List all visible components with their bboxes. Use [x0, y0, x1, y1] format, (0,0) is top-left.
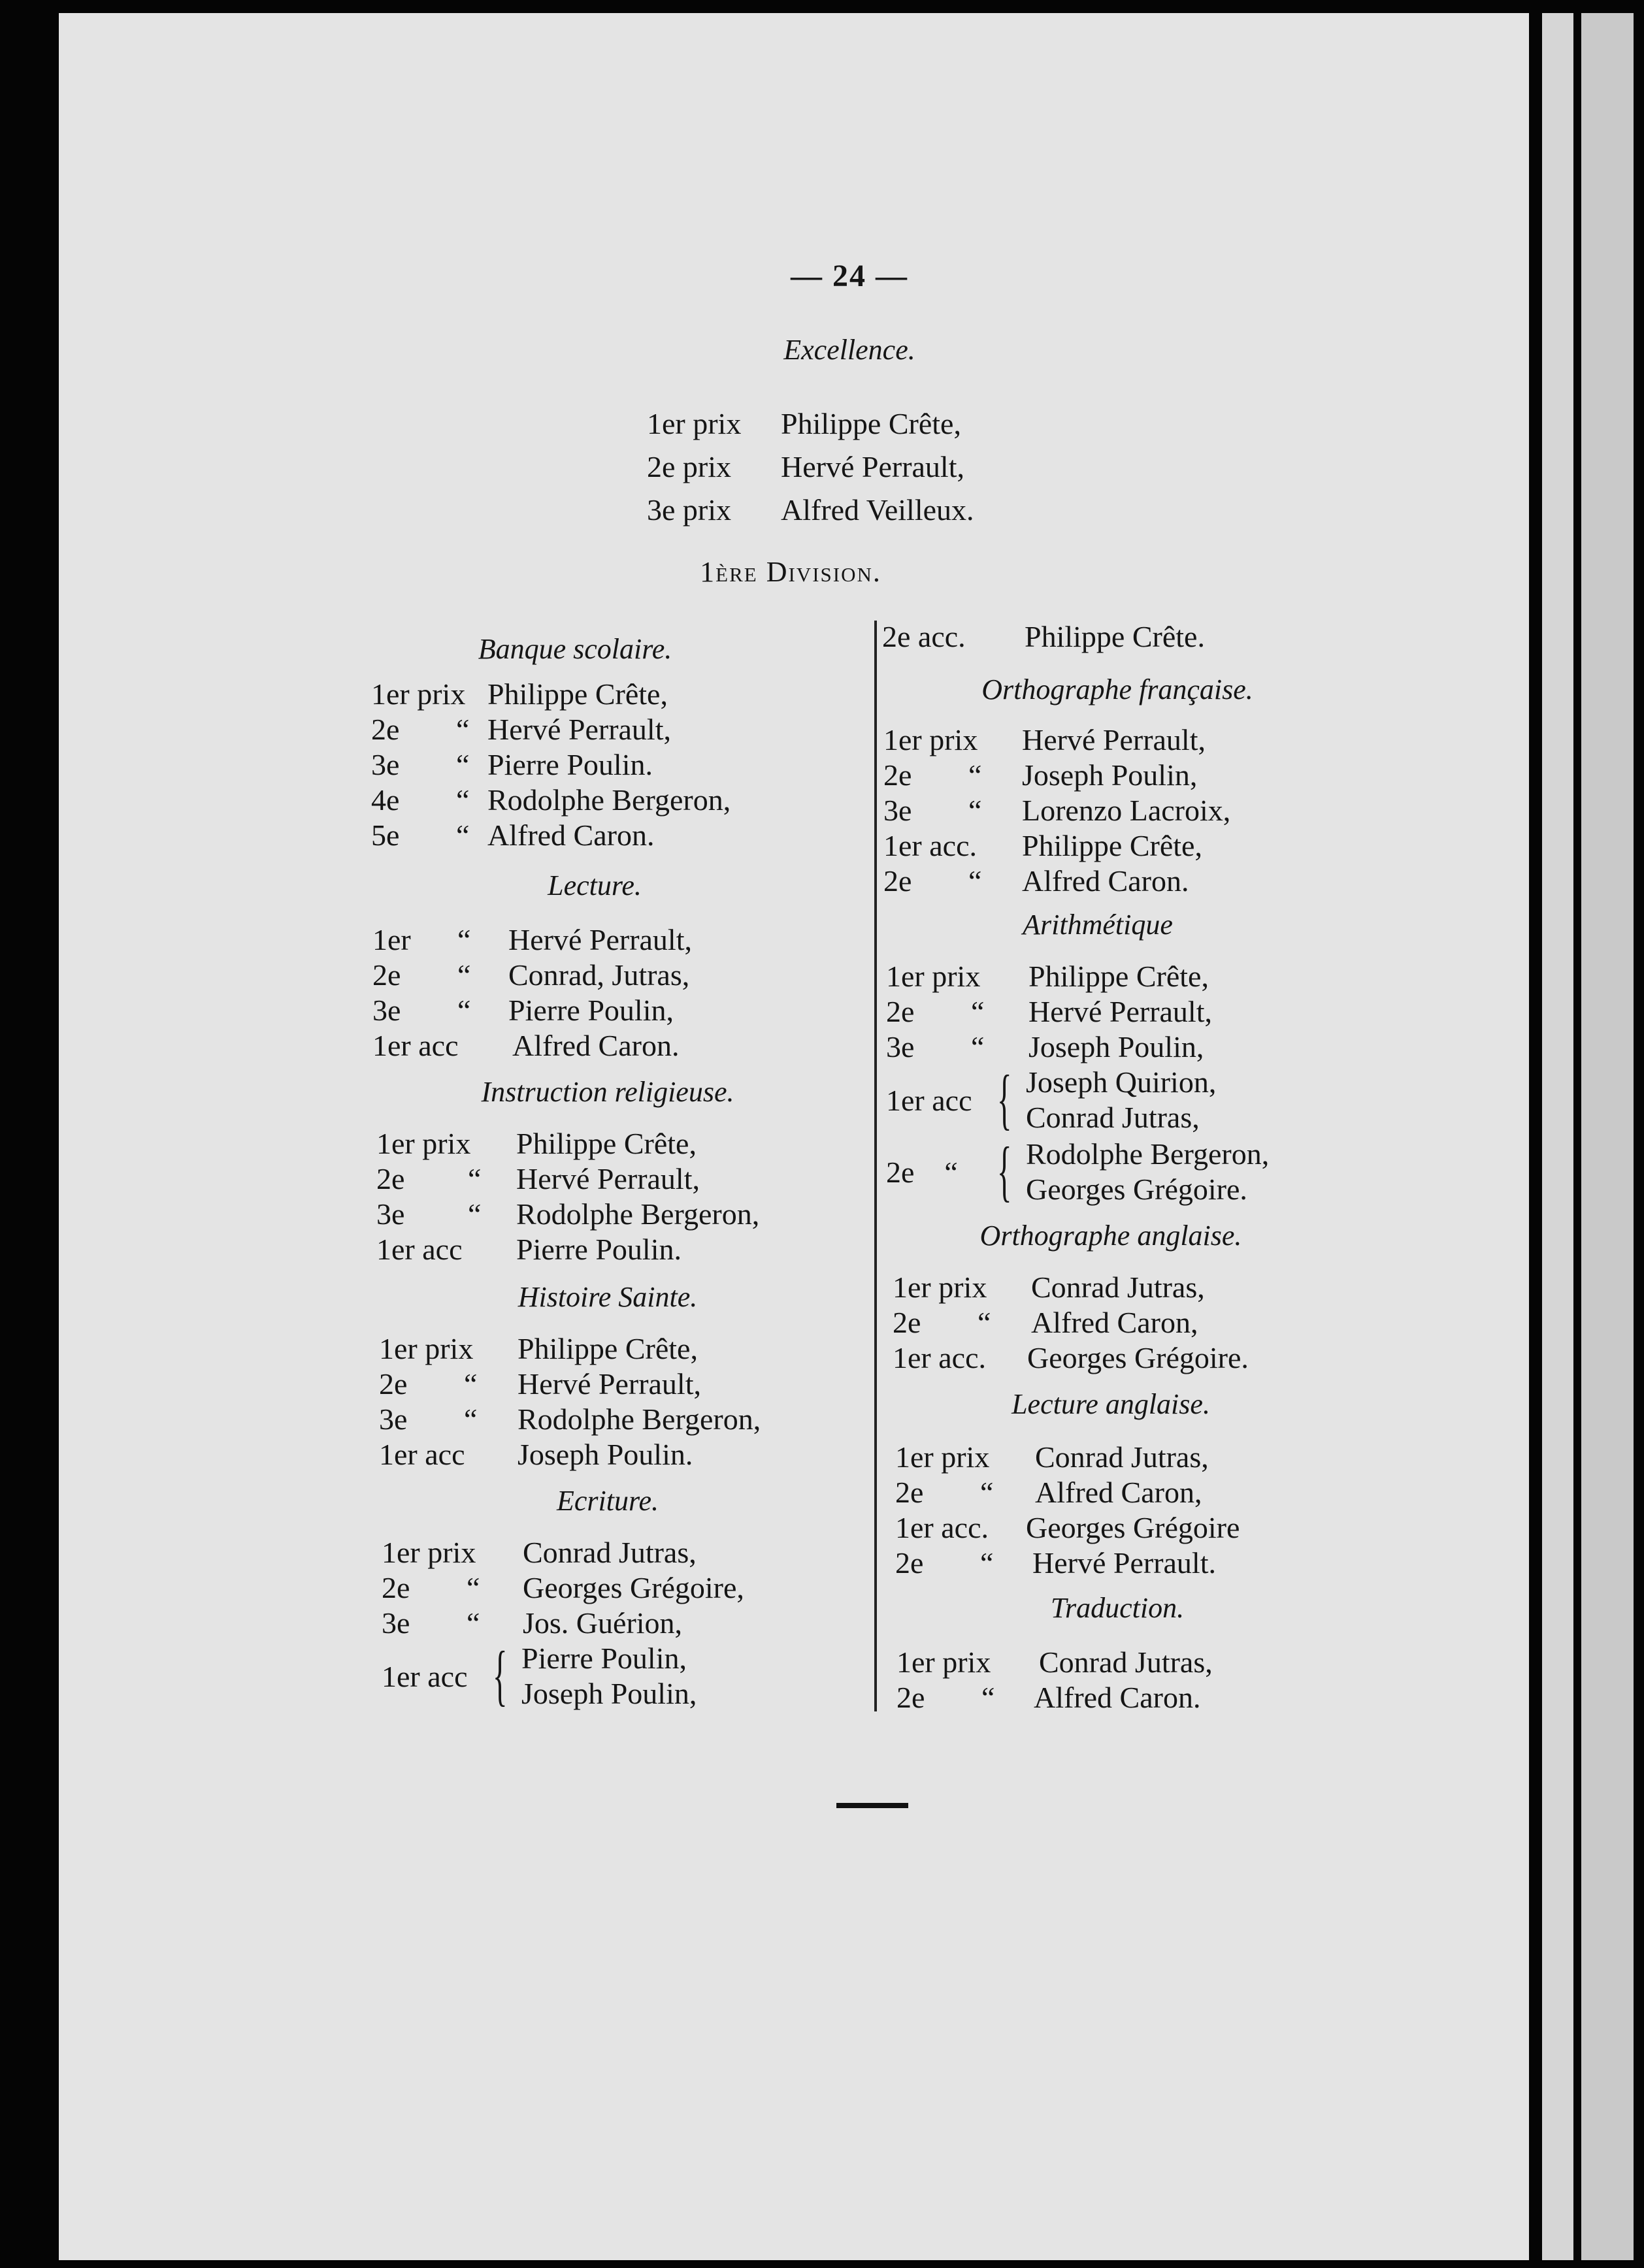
ditto-mark: “	[457, 923, 471, 956]
ditto-mark: “	[971, 995, 985, 1028]
instruction-heading: Instruction religieuse.	[481, 1076, 734, 1108]
ditto-mark: “	[978, 1306, 991, 1339]
winner-name: Hervé Perrault,	[508, 923, 692, 956]
winner-name: Conrad Jutras,	[523, 1536, 697, 1569]
winner-name: Pierre Poulin.	[516, 1233, 682, 1266]
rank: 1er prix	[893, 1271, 987, 1304]
winner-name: Jos. Guérion,	[523, 1606, 683, 1640]
winner-name: Lorenzo Lacroix,	[1022, 794, 1231, 827]
page-edge	[1542, 13, 1573, 2260]
winner-name: Rodolphe Bergeron,	[516, 1197, 760, 1231]
rank: 5e	[371, 818, 400, 852]
rank: 2e acc.	[882, 620, 966, 653]
traduction-heading: Traduction.	[1050, 1592, 1185, 1624]
rank: 2e prix	[647, 450, 732, 483]
winner-name: Joseph Poulin,	[1028, 1030, 1204, 1063]
rank: 2e	[379, 1367, 408, 1401]
winner-name: Philippe Crête,	[518, 1332, 698, 1365]
winner-name: Alfred Caron.	[1022, 864, 1189, 898]
winner-name: Georges Grégoire.	[1027, 1341, 1249, 1374]
column-divider	[874, 621, 877, 1711]
arithmetique-heading: Arithmétique	[1023, 909, 1173, 941]
rank: 3e	[382, 1606, 410, 1640]
ditto-mark: “	[968, 758, 982, 792]
rank: 4e	[371, 783, 400, 817]
brace: {	[997, 1133, 1012, 1208]
winner-name: Pierre Poulin,	[521, 1642, 687, 1675]
winner-name: Alfred Caron.	[487, 818, 655, 852]
rank: 3e	[379, 1402, 408, 1436]
winner-name: Alfred Caron,	[1035, 1476, 1202, 1509]
ditto-mark: “	[457, 958, 471, 992]
winner-name: Philippe Crête,	[781, 407, 961, 440]
ditto-mark: “	[980, 1546, 994, 1580]
ortho-anglaise-heading: Orthographe anglaise.	[979, 1220, 1242, 1252]
winner-name: Pierre Poulin.	[487, 748, 653, 781]
winner-name: Georges Grégoire,	[523, 1571, 744, 1604]
rank: 1er prix	[883, 723, 978, 756]
ditto-mark: “	[456, 748, 470, 781]
rank: 3e	[372, 994, 401, 1027]
banque-heading: Banque scolaire.	[478, 633, 672, 665]
rank: 3e prix	[647, 493, 732, 526]
rank: 3e	[883, 794, 912, 827]
rank: 2e	[372, 958, 401, 992]
rank: 2e	[382, 1571, 410, 1604]
winner-name: Alfred Veilleux.	[781, 493, 974, 526]
rank: 1er acc	[382, 1660, 468, 1693]
rank: 2e	[883, 864, 912, 898]
ditto-mark: “	[457, 994, 471, 1027]
ditto-mark: “	[981, 1681, 995, 1714]
rank: 2e	[886, 995, 915, 1028]
rank: 1er prix	[647, 407, 742, 440]
winner-name: Hervé Perrault.	[1032, 1546, 1216, 1580]
ditto-mark: “	[968, 794, 982, 827]
rank: 1er prix	[382, 1536, 476, 1569]
ecriture-heading: Ecriture.	[557, 1485, 659, 1517]
rank: 1er acc.	[893, 1341, 986, 1374]
winner-name: Joseph Poulin,	[521, 1677, 697, 1710]
rank: 1er acc	[376, 1233, 463, 1266]
ditto-mark: “	[464, 1367, 478, 1401]
winner-name: Hervé Perrault,	[518, 1367, 701, 1401]
rank: 2e	[895, 1546, 924, 1580]
winner-name: Hervé Perrault,	[516, 1162, 700, 1195]
orthographe-heading: Orthographe française.	[981, 673, 1253, 705]
division-label: Division.	[766, 556, 881, 588]
histoire-heading: Histoire Sainte.	[518, 1281, 698, 1313]
adjacent-page-edge	[1581, 13, 1634, 2260]
ditto-mark: “	[980, 1476, 994, 1509]
brace: {	[493, 1638, 508, 1713]
ditto-mark: “	[456, 818, 470, 852]
winner-name: Pierre Poulin,	[508, 994, 674, 1027]
rank: 2e	[883, 758, 912, 792]
rank: 2e	[371, 713, 400, 746]
ditto-mark: “	[456, 713, 470, 746]
lecture-heading: Lecture.	[548, 869, 642, 901]
rank: 3e	[886, 1030, 915, 1063]
rank: 1er acc	[886, 1084, 972, 1117]
winner-name: Joseph Poulin,	[1022, 758, 1198, 792]
winner-name: Hervé Perrault,	[781, 450, 964, 483]
winner-name: Philippe Crête,	[516, 1127, 697, 1160]
winner-name: Philippe Crête,	[1028, 960, 1209, 993]
winner-name: Conrad Jutras,	[1039, 1645, 1213, 1679]
lecture-anglaise-heading: Lecture anglaise.	[1011, 1388, 1210, 1420]
division-number: 1ère	[700, 556, 758, 588]
ditto-mark: “	[467, 1606, 480, 1640]
winner-name: Philippe Crête,	[487, 677, 668, 711]
winner-name: Rodolphe Bergeron,	[518, 1402, 761, 1436]
ditto-mark: “	[968, 864, 982, 898]
rank: 1er acc	[379, 1438, 465, 1471]
winner-name: Hervé Perrault,	[1028, 995, 1212, 1028]
rank: 3e	[371, 748, 400, 781]
ditto-mark: “	[464, 1402, 478, 1436]
winner-name: Hervé Perrault,	[487, 713, 671, 746]
winner-name: Conrad, Jutras,	[508, 958, 690, 992]
bottom-rule	[836, 1803, 908, 1808]
rank: 1er acc.	[883, 829, 977, 862]
rank: 1er prix	[376, 1127, 471, 1160]
rank: 2e	[896, 1681, 925, 1714]
winner-name: Philippe Crête.	[1025, 620, 1205, 653]
rank: 1er prix	[371, 677, 466, 711]
winner-name: Joseph Poulin.	[518, 1438, 693, 1471]
ditto-mark: “	[468, 1162, 482, 1195]
rank: 1er prix	[895, 1440, 990, 1474]
rank: 2e “	[886, 1156, 958, 1189]
rank: 1er	[372, 923, 411, 956]
rank: 2e	[376, 1162, 405, 1195]
rank: 1er acc.	[895, 1511, 989, 1544]
winner-name: Rodolphe Bergeron,	[1026, 1137, 1270, 1171]
winner-name: Conrad Jutras,	[1035, 1440, 1209, 1474]
rank: 1er prix	[896, 1645, 991, 1679]
winner-name: Joseph Quirion,	[1026, 1065, 1217, 1099]
rank: 1er prix	[886, 960, 981, 993]
rank: 2e	[895, 1476, 924, 1509]
rank: 1er acc	[372, 1029, 459, 1062]
winner-name: Georges Grégoire.	[1026, 1173, 1247, 1206]
division-heading	[680, 555, 902, 589]
winner-name: Hervé Perrault,	[1022, 723, 1206, 756]
winner-name: Alfred Caron.	[1034, 1681, 1201, 1714]
ditto-mark: “	[468, 1197, 482, 1231]
rank: 1er prix	[379, 1332, 474, 1365]
brace: {	[997, 1061, 1012, 1137]
excellence-heading: Excellence.	[783, 334, 915, 366]
page-number: — 24 —	[791, 259, 908, 293]
winner-name: Alfred Caron.	[512, 1029, 680, 1062]
rank: 3e	[376, 1197, 405, 1231]
ditto-mark: “	[456, 783, 470, 817]
winner-name: Conrad Jutras,	[1031, 1271, 1205, 1304]
ditto-mark: “	[467, 1571, 480, 1604]
winner-name: Philippe Crête,	[1022, 829, 1202, 862]
winner-name: Alfred Caron,	[1031, 1306, 1198, 1339]
rank: 2e	[893, 1306, 921, 1339]
winner-name: Rodolphe Bergeron,	[487, 783, 731, 817]
ditto-mark: “	[971, 1030, 985, 1063]
winner-name: Conrad Jutras,	[1026, 1101, 1200, 1134]
winner-name: Georges Grégoire	[1026, 1511, 1240, 1544]
